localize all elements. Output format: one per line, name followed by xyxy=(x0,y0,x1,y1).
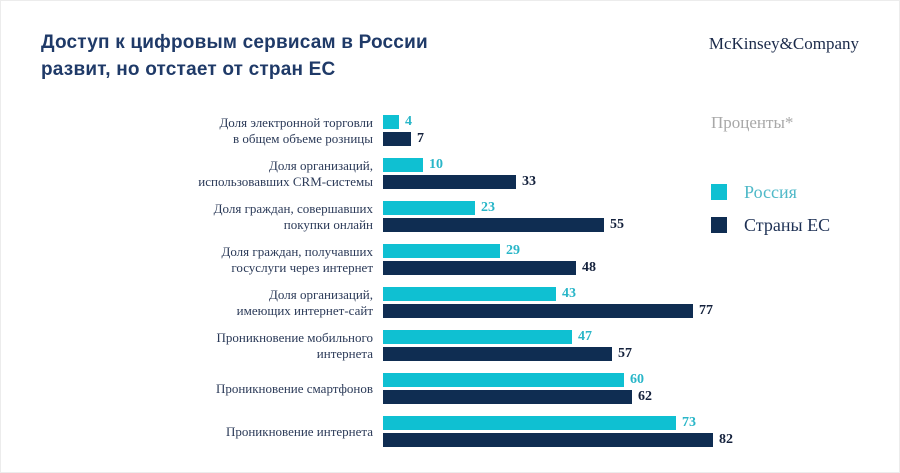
eu-color-swatch xyxy=(711,217,727,233)
chart-row xyxy=(41,330,733,361)
value-label-russia: 4 xyxy=(405,114,412,129)
value-label-eu: 57 xyxy=(618,346,632,361)
value-label-russia: 60 xyxy=(630,372,644,387)
value-label-eu: 77 xyxy=(699,303,713,318)
bar-eu xyxy=(383,132,411,146)
chart-row xyxy=(41,373,733,404)
value-label-eu: 55 xyxy=(610,217,624,232)
chart-row xyxy=(41,416,733,447)
value-label-eu: 33 xyxy=(522,174,536,189)
chart-title: Доступ к цифровым сервисам в России развит, но отстает от стран ЕС xyxy=(41,32,428,80)
legend-item-eu xyxy=(711,216,830,233)
category-label: Доля организаций, имеющих интернет-сайт xyxy=(236,286,373,318)
bar-pair xyxy=(383,158,536,189)
bar-eu xyxy=(383,347,612,361)
bar-line-russia xyxy=(383,158,536,172)
value-label-russia: 10 xyxy=(429,157,443,172)
value-label-russia: 47 xyxy=(578,329,592,344)
category-label: Проникновение мобильного интернета xyxy=(216,329,373,361)
bar-pair xyxy=(383,244,596,275)
bar-line-eu xyxy=(383,347,632,361)
bar-line-eu xyxy=(383,390,652,404)
bar-eu xyxy=(383,304,693,318)
bar-line-eu xyxy=(383,175,536,189)
bar-line-eu xyxy=(383,304,713,318)
value-label-russia: 73 xyxy=(682,415,696,430)
bar-pair xyxy=(383,201,624,232)
bar-line-russia xyxy=(383,244,596,258)
units-label: Проценты* xyxy=(711,113,794,132)
bar-pair xyxy=(383,416,733,447)
category-label: Доля граждан, совершавших покупки онлайн xyxy=(213,200,373,232)
value-label-eu: 48 xyxy=(582,260,596,275)
bar-russia xyxy=(383,158,423,172)
bar-pair xyxy=(383,115,424,146)
value-label-eu: 62 xyxy=(638,389,652,404)
mckinsey-logo: McKinsey&Company xyxy=(708,34,859,53)
chart-row xyxy=(41,115,733,146)
category-label: Доля организаций, использовавших CRM-системы xyxy=(198,157,373,189)
bar-pair xyxy=(383,373,652,404)
russia-color-swatch xyxy=(711,184,727,200)
bar-line-eu xyxy=(383,261,596,275)
category-label: Проникновение смартфонов xyxy=(215,380,373,396)
bar-russia xyxy=(383,287,556,301)
bar-russia xyxy=(383,244,500,258)
bar-russia xyxy=(383,416,676,430)
bar-line-russia xyxy=(383,330,632,344)
bar-pair xyxy=(383,330,632,361)
bar-line-eu xyxy=(383,132,424,146)
bar-line-eu xyxy=(383,433,733,447)
chart-row xyxy=(41,158,733,189)
bar-eu xyxy=(383,218,604,232)
value-label-russia: 23 xyxy=(481,200,495,215)
legend-item-russia xyxy=(711,183,830,200)
value-label-russia: 29 xyxy=(506,243,520,258)
bar-russia xyxy=(383,201,475,215)
bar-line-eu xyxy=(383,218,624,232)
bar-russia xyxy=(383,115,399,129)
category-label: Доля электронной торговли в общем объеме розницы xyxy=(219,114,373,146)
bar-chart xyxy=(41,115,733,459)
legend-label-russia: Россия xyxy=(744,181,797,202)
value-label-eu: 7 xyxy=(417,131,424,146)
bar-line-russia xyxy=(383,115,424,129)
bar-eu xyxy=(383,175,516,189)
bar-line-russia xyxy=(383,373,652,387)
bar-eu xyxy=(383,433,713,447)
bar-line-russia xyxy=(383,416,733,430)
bar-russia xyxy=(383,373,624,387)
bar-line-russia xyxy=(383,201,624,215)
legend-label-eu: Страны ЕС xyxy=(744,214,831,235)
chart-row xyxy=(41,201,733,232)
legend xyxy=(711,183,830,249)
bar-eu xyxy=(383,261,576,275)
value-label-eu: 82 xyxy=(719,432,733,447)
chart-row xyxy=(41,287,733,318)
bar-eu xyxy=(383,390,632,404)
chart-row xyxy=(41,244,733,275)
value-label-russia: 43 xyxy=(562,286,576,301)
bar-russia xyxy=(383,330,572,344)
bar-line-russia xyxy=(383,287,713,301)
category-label: Доля граждан, получавших госуслуги через интернет xyxy=(221,243,373,275)
category-label: Проникновение интернета xyxy=(225,423,373,439)
bar-pair xyxy=(383,287,713,318)
